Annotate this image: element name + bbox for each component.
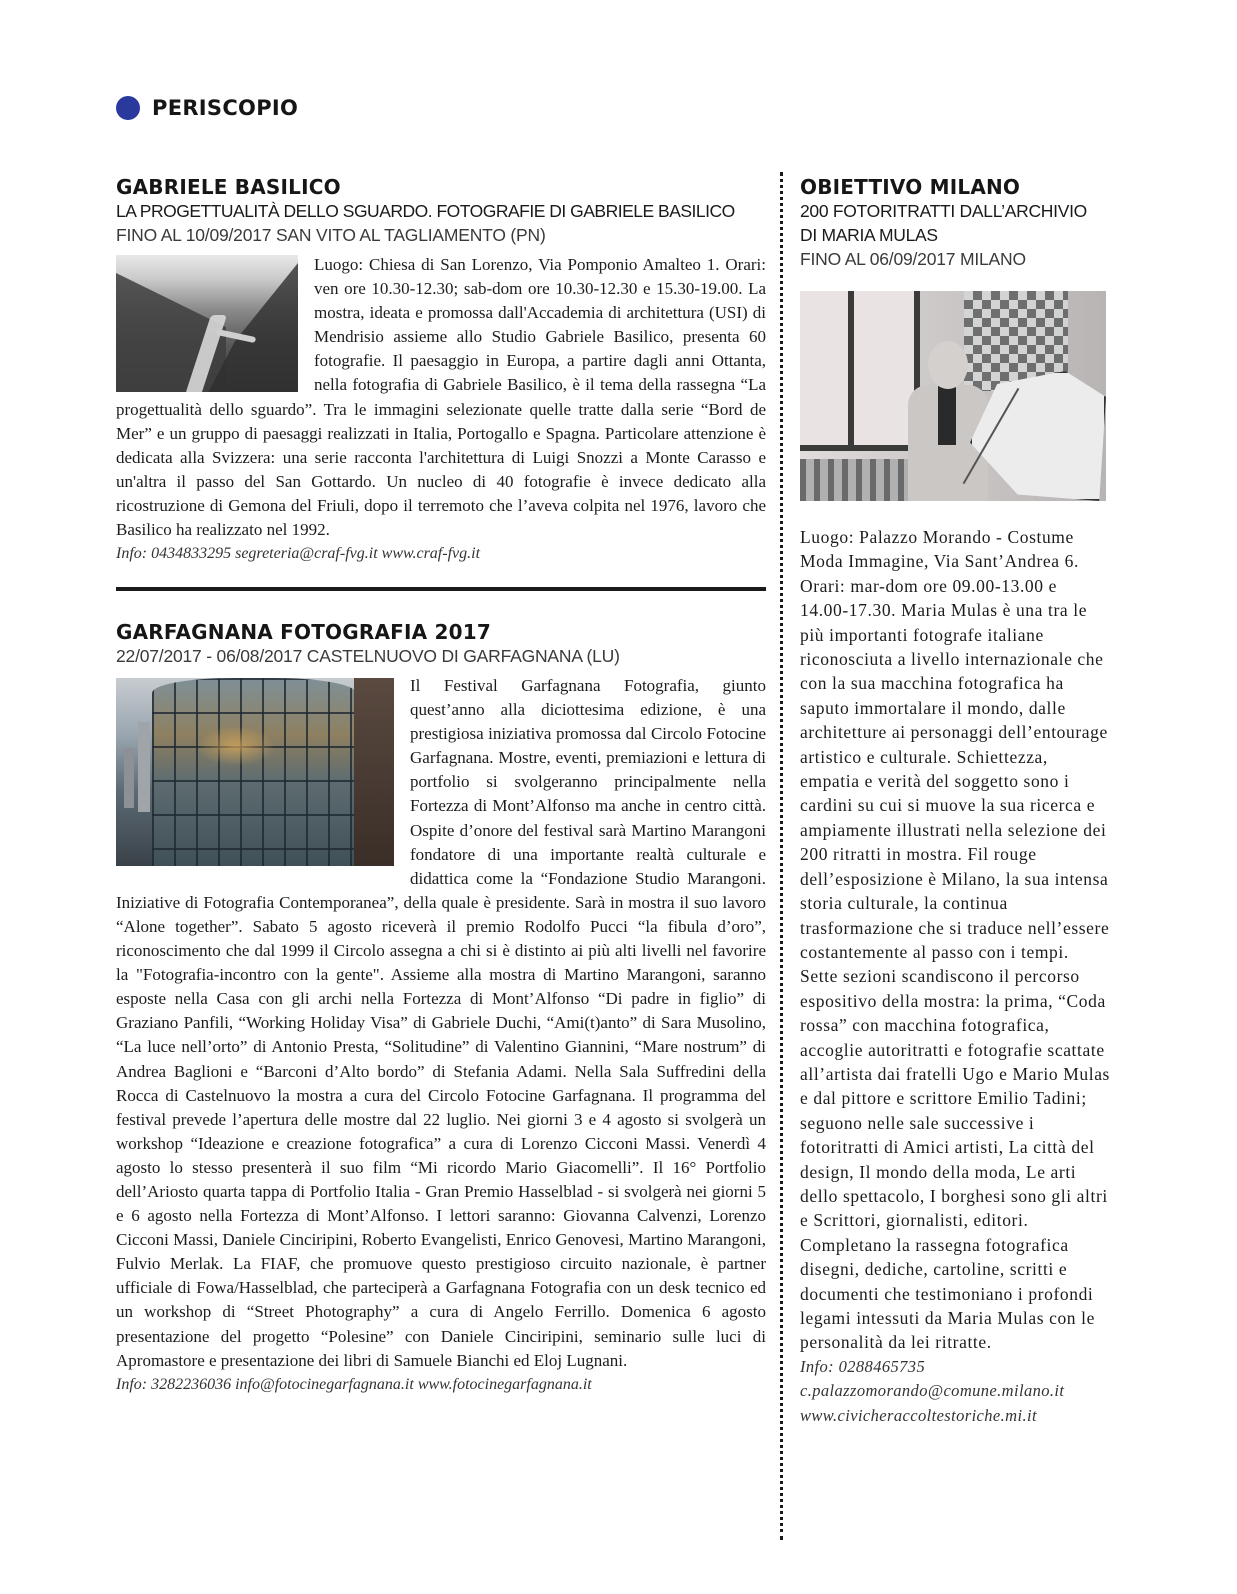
article-photo-glass-tower <box>116 678 394 866</box>
article-info-email[interactable]: c.palazzomorando@comune.milano.it <box>800 1381 1065 1401</box>
article-body: Il Festival Garfagnana Fotografia, giunto quest’anno alla diciottesima edizione, è una prestigiosa iniziativa promossa dal Circolo Fotocine Garfagnana. Mostre, eventi, premiazioni e lettura di portfolio si svolgeranno principalmente nella Fortezza di Mont’Alfonso ma anche in centro città. Ospite d’onore del festival sarà Martino Marangoni fondatore di una importante realtà culturale e didattica come la “Fondazione Studio Marangoni. Iniziative di Fotografia Contemporanea”, della quale è presidente. Sarà in mostra il suo lavoro “Alone together”. Sabato 5 agosto riceverà il premio Rodolfo Pucci “la fibula d’oro”, riconoscimento che dal 1999 il Circolo assegna a chi si è distinto ai più alti livelli nel favorire la "Fotografia-incontro con la gente". Assieme alla mostra di Martino Marangoni, saranno esposte nella Casa con gli archi nella Fortezza di Mont’Alfonso “Di padre in figlio” di Graziano Panfili, “Working Holiday Visa” di Gabriele Duchi, “Ami(t)anto” di Sara Musolino, “La luce nell’orto” di Antonio Presta, “Solitudine” di Valentino Giannini, “Mare nostrum” di Andrea Baglioni e “Barconi d’Alto bordo” di Stefania Adami. Nella Sala Suffredini della Rocca di Castelnuovo la mostra a cura del Circolo Fotocine Garfagnana. Il programma del festival prevede l’apertura delle mostre dal 22 luglio. Nei giorni 3 e 4 agosto si svolgerà un workshop “Ideazione e creazione fotografica” a cura di Lorenzo Cicconi Massi. Venerdì 4 agosto lo stesso presenterà il suo film “Mi ricordo Mario Giacomelli”. Il 16° Portfolio dell’Ariosto quarta tappa di Portfolio Italia - Gran Premio Hasselblad - si svolgerà nei giorni 5 e 6 agosto nella Fortezza di Mont’Alfonso. I lettori saranno: Giovanna Calvenzi, Lorenzo Cicconi Massi, Daniele Cinciripini, Roberto Evangelisti, Enrico Genovesi, Martino Marangoni, Fulvio Merlak. La FIAF, che promuove questo prestigioso circuito nazionale, è partner ufficiale di Fowa/Hasselblad, che parteciperà a Garfagnana Fotografia con un desk tecnico ed un workshop di “Street Photography” a cura di Angelo Ferrillo. Domenica 6 agosto presentazione del progetto “Polesine” con Daniele Cinciripini, seminario sulle luci di Apromastore e presentazione dei libri di Samuele Bianchi ed Eloj Lugnani. <box>116 676 766 1370</box>
article-subtitle-line2: DI MARIA MULAS <box>800 225 938 245</box>
article-subtitle: LA PROGETTUALITÀ DELLO SGUARDO. FOTOGRAFIE DI GABRIELE BASILICO <box>116 201 735 221</box>
section-title: PERISCOPIO <box>152 96 299 120</box>
article-photo-mountain-roads <box>116 255 298 392</box>
article-title: GARFAGNANA FOTOGRAFIA 2017 <box>116 620 491 644</box>
article-body-wrap <box>116 253 766 542</box>
article-info: Info: 3282236036 info@fotocinegarfagnana.it www.fotocinegarfagnana.it <box>116 1375 592 1393</box>
article-info-website[interactable]: www.civicheraccoltestoriche.mi.it <box>800 1405 1037 1425</box>
article-body-wrap <box>116 674 766 1373</box>
article-dateline: FINO AL 10/09/2017 SAN VITO AL TAGLIAMENTO (PN) <box>116 225 546 245</box>
article-title: OBIETTIVO MILANO <box>800 175 1021 199</box>
article-body: Luogo: Palazzo Morando - Costume Moda Immagine, Via Sant’Andrea 6. Orari: mar-dom ore 09.00-13.00 e 14.00-17.30. Maria Mulas è una tra le più importanti fotografe italiane riconosciuta a livello internazionale che con la sua macchina fotografica ha saputo immortalare il mondo, dalle architetture ai personaggi dell’entourage artistico e culturale. Schiettezza, empatia e verità del soggetto sono i cardini su cui si muove la sua ricerca e ampiamente illustrati nella selezione dei 200 ritratti in mostra. Fil rouge dell’esposizione è Milano, la sua intensa storia culturale, la continua trasformazione che si traduce nell’essere costantemente al passo con i tempi. Sette sezioni scandiscono il percorso espositivo della mostra: la prima, “Coda rossa” con macchina fotografica, accoglie autoritratti e fotografie scattate all’artista dai fratelli Ugo e Mario Mulas e dal pittore e scrittore Emilio Tadini; seguono nelle sale successive i fotoritratti di Amici artisti, La città del design, Il mondo della moda, Le arti dello spettacolo, I borghesi sono gli altri e Scrittori, giornalisti, editori. Completano la rassegna fotografica disegni, dediche, cartoline, scritti e documenti che testimoniano i profondi legami intessuti da Maria Mulas con le personalità da lei ritratte. <box>800 527 1110 1353</box>
article-title: GABRIELE BASILICO <box>116 175 341 199</box>
article-body: Luogo: Chiesa di San Lorenzo, Via Pomponio Amalteo 1. Orari: ven ore 10.30-12.30; sab-dom ore 10.30-12.30 e 15.30-19.00. La mostra, ideata e promossa dall'Accademia di architettura (USI) di Mendrisio assieme allo Studio Gabriele Basilico, presenta 60 fotografie. Il paesaggio in Europa, a partire dagli anni Ottanta, nella fotografia di Gabriele Basilico, è il tema della rassegna “La progettualità dello sguardo”. Tra le immagini selezionate quelle tratte dalla serie “Bord de Mer” e un gruppo di paesaggi realizzati in Italia, Portogallo e Spagna. Particolare attenzione è dedicata alla Svizzera: una serie racconta l'architettura di Luigi Snozzi a Monte Carasso e un'altra il passo del San Gottardo. Un nucleo di 40 fotografie è invece dedicato alla ricostruzione di Gemona del Friuli, dopo il terremoto che l’aveva colpita nel 1976, lavoro che Basilico ha realizzato nel 1992. <box>116 255 766 540</box>
article-obiettivo-milano <box>800 175 1110 1428</box>
article-photo-portrait <box>800 291 1106 501</box>
section-bullet-icon <box>116 96 140 120</box>
article-dateline: 22/07/2017 - 06/08/2017 CASTELNUOVO DI GARFAGNANA (LU) <box>116 646 620 666</box>
section-divider <box>116 587 766 591</box>
section-header <box>116 96 298 120</box>
article-subtitle-line1: 200 FOTORITRATTI DALL’ARCHIVIO <box>800 201 1087 221</box>
article-dateline: FINO AL 06/09/2017 MILANO <box>800 249 1026 269</box>
column-divider <box>780 172 783 1540</box>
article-gabriele-basilico <box>116 175 766 566</box>
article-garfagnana-fotografia <box>116 620 766 1397</box>
article-info: Info: 0434833295 segreteria@craf-fvg.it www.craf-fvg.it <box>116 545 481 563</box>
article-info-phone: Info: 0288465735 <box>800 1356 926 1376</box>
